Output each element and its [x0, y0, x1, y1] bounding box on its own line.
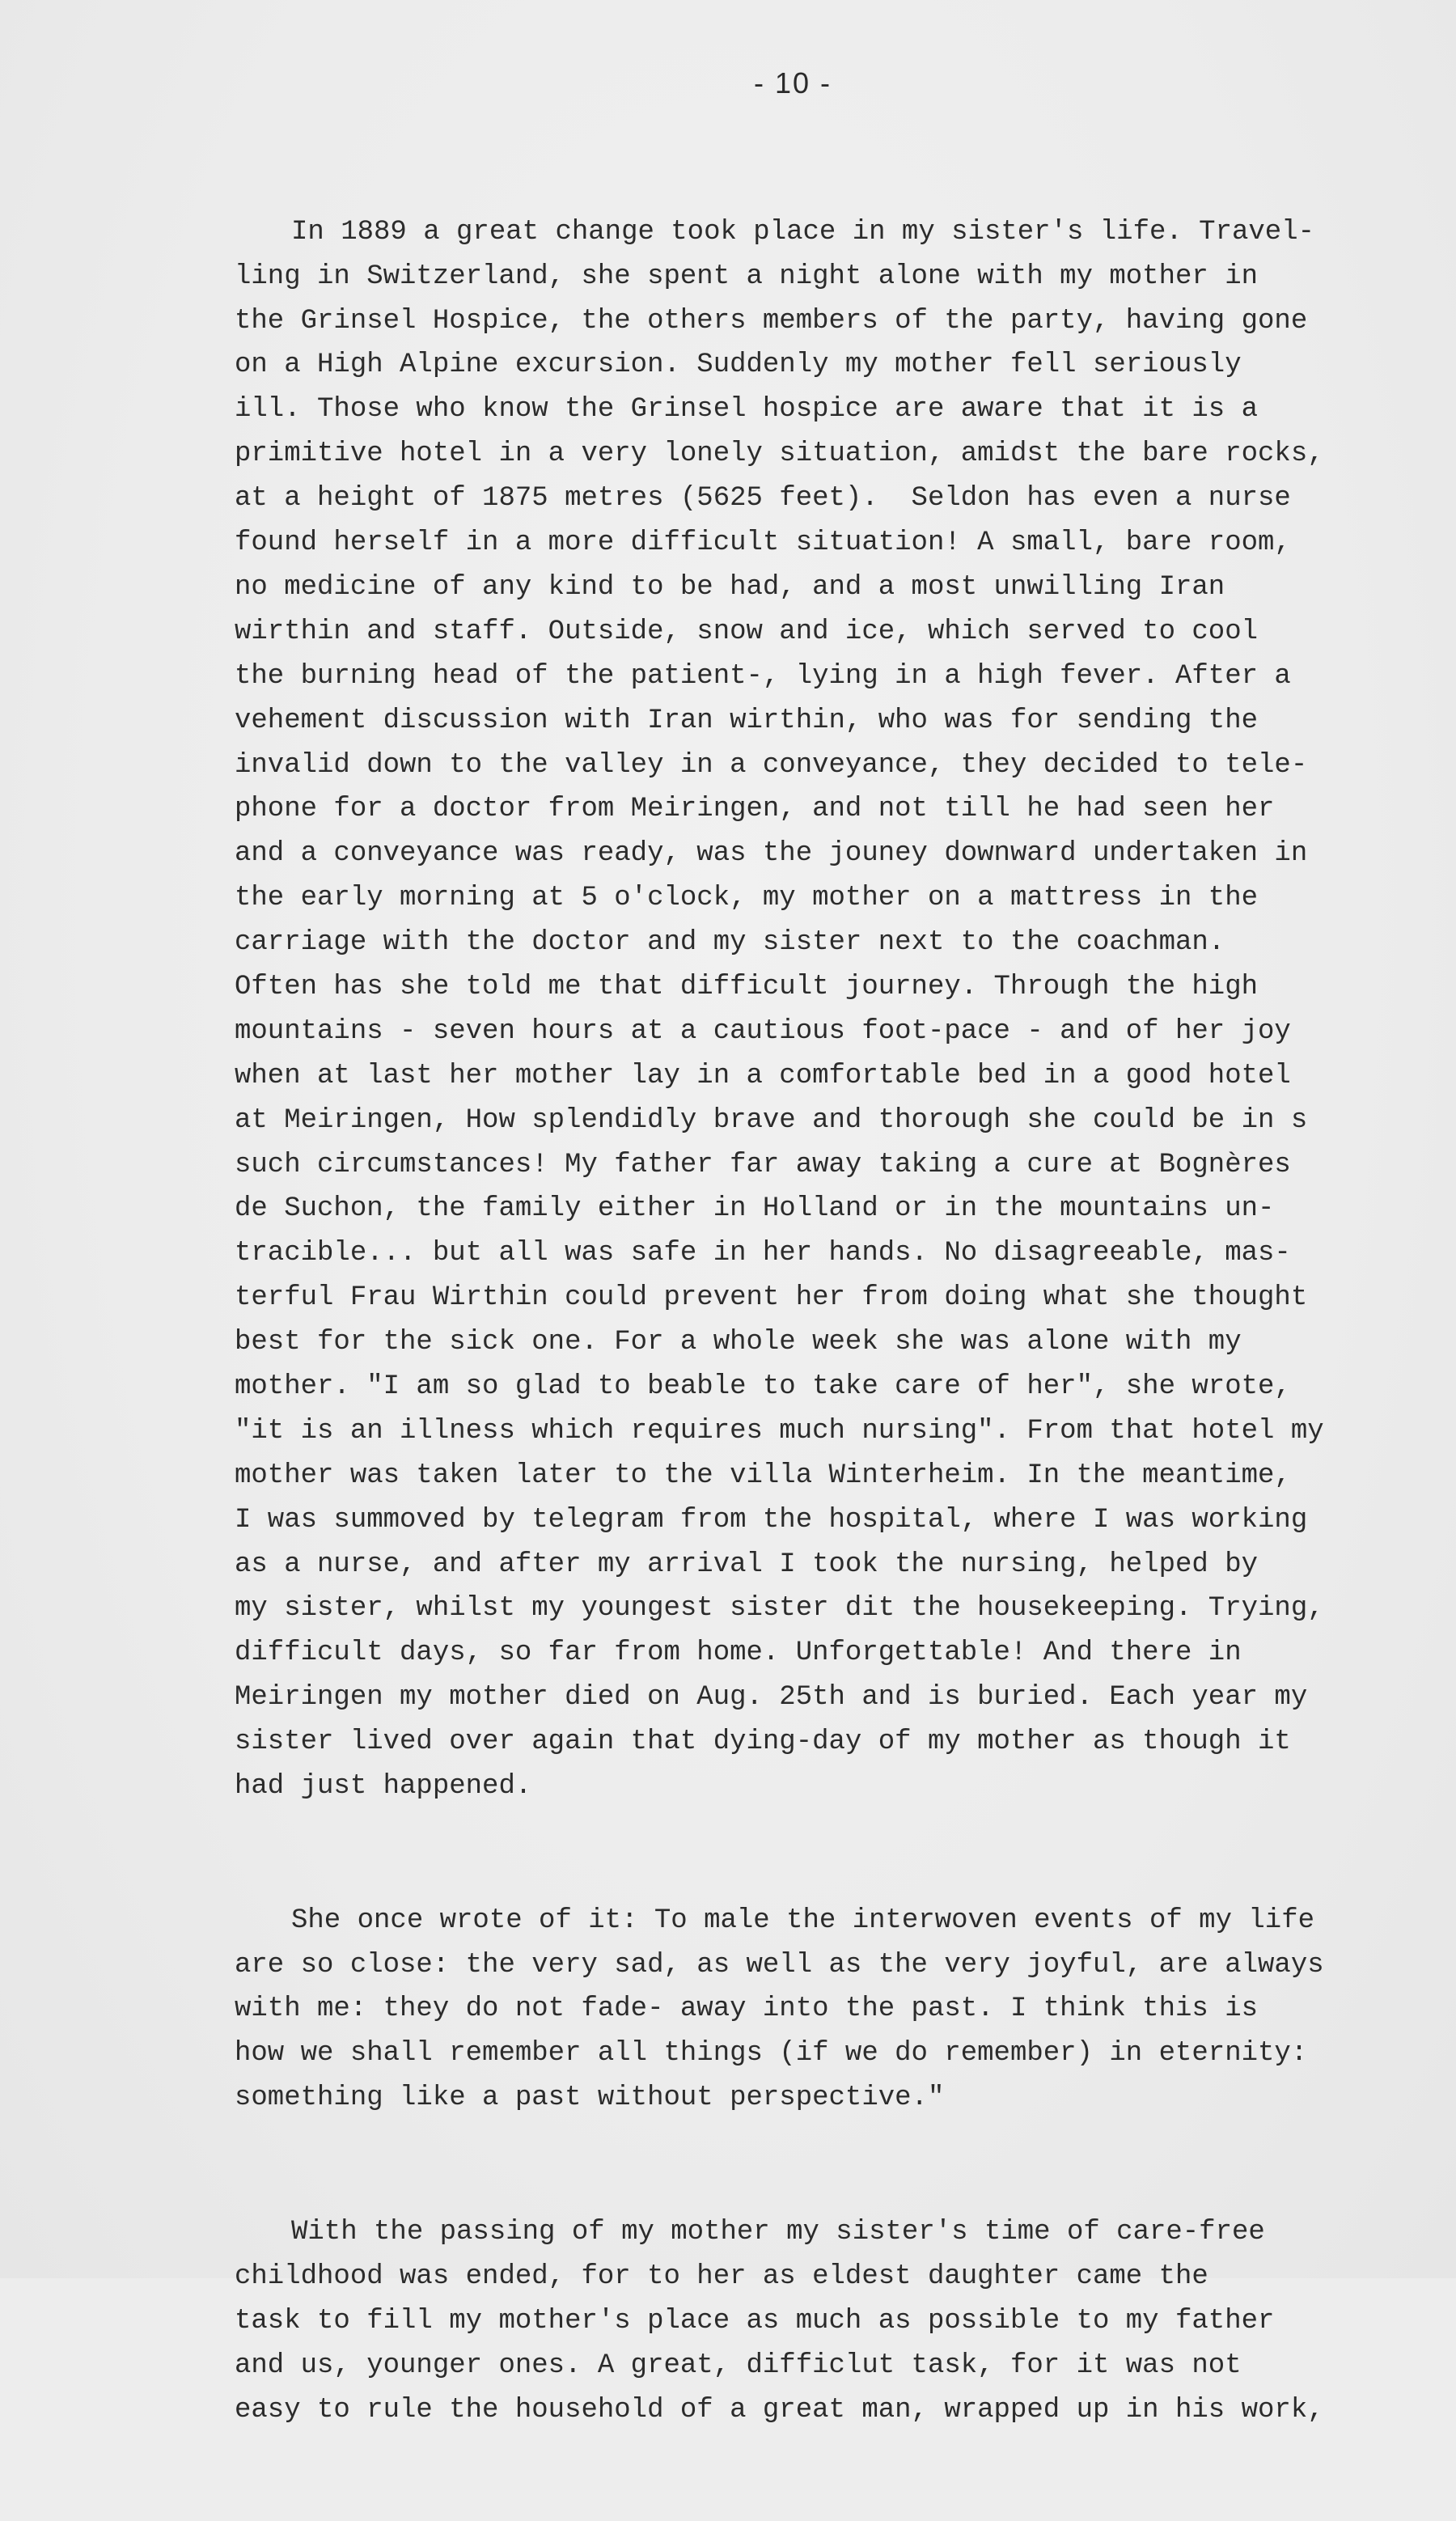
text-line: primitive hotel in a very lonely situation, amidst the bare rocks, — [235, 439, 1324, 470]
text-line: With the passing of my mother my sister's time of care-free — [291, 2216, 1265, 2248]
text-line: In 1889 a great change took place in my sister's life. Travel- — [291, 216, 1315, 248]
text-line: carriage with the doctor and my sister next to the coachman. — [235, 927, 1225, 959]
paragraph-1 — [235, 210, 1432, 1809]
text-line: and a conveyance was ready, was the jouney downward undertaken in — [235, 838, 1308, 870]
document-body — [235, 121, 1432, 2521]
text-line: Often has she told me that difficult journey. Through the high — [235, 971, 1259, 1002]
text-line: childhood was ended, for to her as eldest daughter came the — [235, 2260, 1208, 2292]
text-line: tracible... but all was safe in her hands. No disagreeable, mas- — [235, 1238, 1291, 1269]
text-line: the Grinsel Hospice, the others members of the party, having gone — [235, 305, 1308, 337]
text-line: easy to rule the household of a great man, wrapped up in his work, — [235, 2394, 1324, 2426]
page-number: - 10 - — [753, 66, 832, 100]
text-line: wirthin and staff. Outside, snow and ice, which served to cool — [235, 616, 1259, 647]
text-line: She once wrote of it: To male the interwoven events of my life — [291, 1905, 1315, 1936]
text-line: as a nurse, and after my arrival I took the nursing, helped by — [235, 1549, 1259, 1580]
text-line: ill. Those who know the Grinsel hospice are aware that it is a — [235, 394, 1259, 426]
text-line: when at last her mother lay in a comfortable bed in a good hotel — [235, 1060, 1291, 1091]
text-line: task to fill my mother's place as much as possible to my father — [235, 2305, 1275, 2337]
text-line: with me: they do not fade- away into the past. I think this is — [235, 1993, 1259, 2025]
text-line: mountains - seven hours at a cautious foot-pace - and of her joy — [235, 1015, 1291, 1047]
text-line: mother. "I am so glad to beable to take care of her", she wrote, — [235, 1371, 1291, 1402]
text-line: vehement discussion with Iran wirthin, who was for sending the — [235, 705, 1259, 736]
text-line: I was summoved by telegram from the hospital, where I was working — [235, 1504, 1308, 1536]
text-line: de Suchon, the family either in Holland or in the mountains un- — [235, 1193, 1275, 1225]
text-line: sister lived over again that dying-day of my mother as though it — [235, 1727, 1291, 1758]
text-line: "it is an illness which requires much nursing". From that hotel my — [235, 1415, 1324, 1447]
text-line: and us, younger ones. A great, difficlut task, for it was not — [235, 2349, 1242, 2381]
text-line: no medicine of any kind to be had, and a most unwilling Iran — [235, 571, 1225, 603]
text-line: phone for a doctor from Meiringen, and not till he had seen her — [235, 794, 1275, 825]
paragraph-2 — [235, 1899, 1432, 2121]
text-line: the burning head of the patient-, lying in a high fever. After a — [235, 660, 1291, 692]
text-line: on a High Alpine excursion. Suddenly my mother fell seriously — [235, 350, 1242, 381]
text-line: invalid down to the valley in a conveyance, they decided to tele- — [235, 749, 1308, 781]
text-line: something like a past without perspective." — [235, 2082, 945, 2114]
text-line: ling in Switzerland, she spent a night alone with my mother in — [235, 261, 1259, 292]
text-line: my sister, whilst my youngest sister dit the housekeeping. Trying, — [235, 1593, 1324, 1625]
text-line: at Meiringen, How splendidly brave and thorough she could be in s — [235, 1104, 1308, 1136]
text-line: best for the sick one. For a whole week she was alone with my — [235, 1327, 1242, 1358]
text-line: at a height of 1875 metres (5625 feet). Seldon has even a nurse — [235, 483, 1291, 515]
text-line: the early morning at 5 o'clock, my mother on a mattress in the — [235, 883, 1259, 914]
text-line: mother was taken later to the villa Winterheim. In the meantime, — [235, 1460, 1291, 1491]
text-line: are so close: the very sad, as well as the very joyful, are always — [235, 1949, 1324, 1981]
text-line: such circumstances! My father far away taking a cure at Bognères — [235, 1149, 1291, 1180]
text-line: found herself in a more difficult situation! A small, bare room, — [235, 528, 1291, 559]
text-line: had just happened. — [235, 1770, 532, 1802]
text-line: how we shall remember all things (if we do remember) in eternity: — [235, 2038, 1308, 2070]
paragraph-3 — [235, 2210, 1432, 2432]
text-line: Meiringen my mother died on Aug. 25th and is buried. Each year my — [235, 1682, 1308, 1714]
text-line: terful Frau Wirthin could prevent her from doing what she thought — [235, 1282, 1308, 1314]
text-line: difficult days, so far from home. Unforgettable! And there in — [235, 1638, 1242, 1669]
